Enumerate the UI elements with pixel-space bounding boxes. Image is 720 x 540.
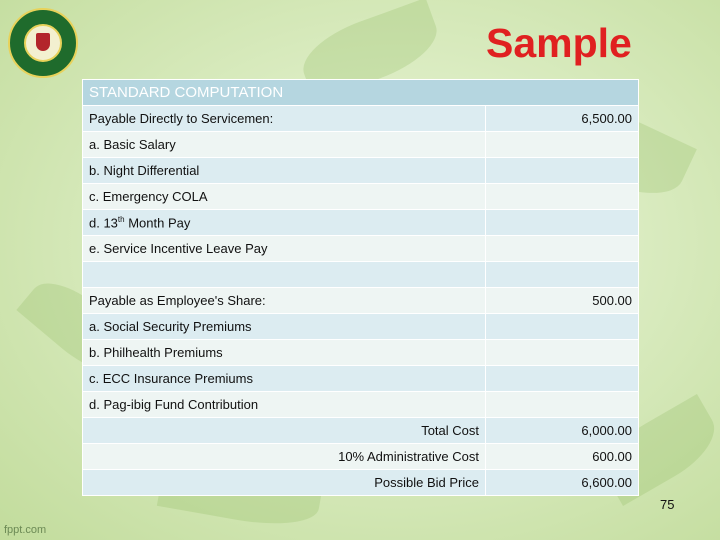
section-amount: 6,500.00	[486, 106, 639, 132]
total-amount: 600.00	[486, 444, 639, 470]
line-item: e. Service Incentive Leave Pay	[83, 236, 486, 262]
total-row	[83, 470, 639, 496]
line-item: a. Basic Salary	[83, 132, 486, 158]
table-header: STANDARD COMPUTATION	[83, 80, 639, 106]
table-row	[83, 132, 639, 158]
line-item: d. 13th Month Pay	[83, 210, 486, 236]
table-row	[83, 158, 639, 184]
table-header-row	[83, 80, 639, 106]
section-label: Payable as Employee's Share:	[83, 288, 486, 314]
total-amount: 6,600.00	[486, 470, 639, 496]
seal-shield-icon	[36, 33, 50, 51]
line-item: b. Philhealth Premiums	[83, 340, 486, 366]
line-item: c. ECC Insurance Premiums	[83, 366, 486, 392]
sample-watermark: Sample	[486, 20, 632, 66]
total-label: Possible Bid Price	[83, 470, 486, 496]
line-item: b. Night Differential	[83, 158, 486, 184]
total-label: 10% Administrative Cost	[83, 444, 486, 470]
table-row	[83, 314, 639, 340]
total-label: Total Cost	[83, 418, 486, 444]
footer-watermark: fppt.com	[4, 524, 47, 536]
line-item: c. Emergency COLA	[83, 184, 486, 210]
section-amount: 500.00	[486, 288, 639, 314]
table-row	[83, 210, 639, 236]
table-row	[83, 288, 639, 314]
total-row	[83, 418, 639, 444]
computation-table	[82, 79, 639, 496]
table-row	[83, 340, 639, 366]
table-row	[83, 366, 639, 392]
total-amount: 6,000.00	[486, 418, 639, 444]
line-item: a. Social Security Premiums	[83, 314, 486, 340]
table-row	[83, 236, 639, 262]
table-row	[83, 184, 639, 210]
university-seal-icon	[8, 8, 78, 78]
table-row	[83, 106, 639, 132]
total-row	[83, 444, 639, 470]
seal-center	[24, 24, 62, 62]
line-item: d. Pag-ibig Fund Contribution	[83, 392, 486, 418]
table-row	[83, 392, 639, 418]
page-number: 75	[660, 497, 675, 512]
section-label: Payable Directly to Servicemen:	[83, 106, 486, 132]
table-row-empty	[83, 262, 639, 288]
